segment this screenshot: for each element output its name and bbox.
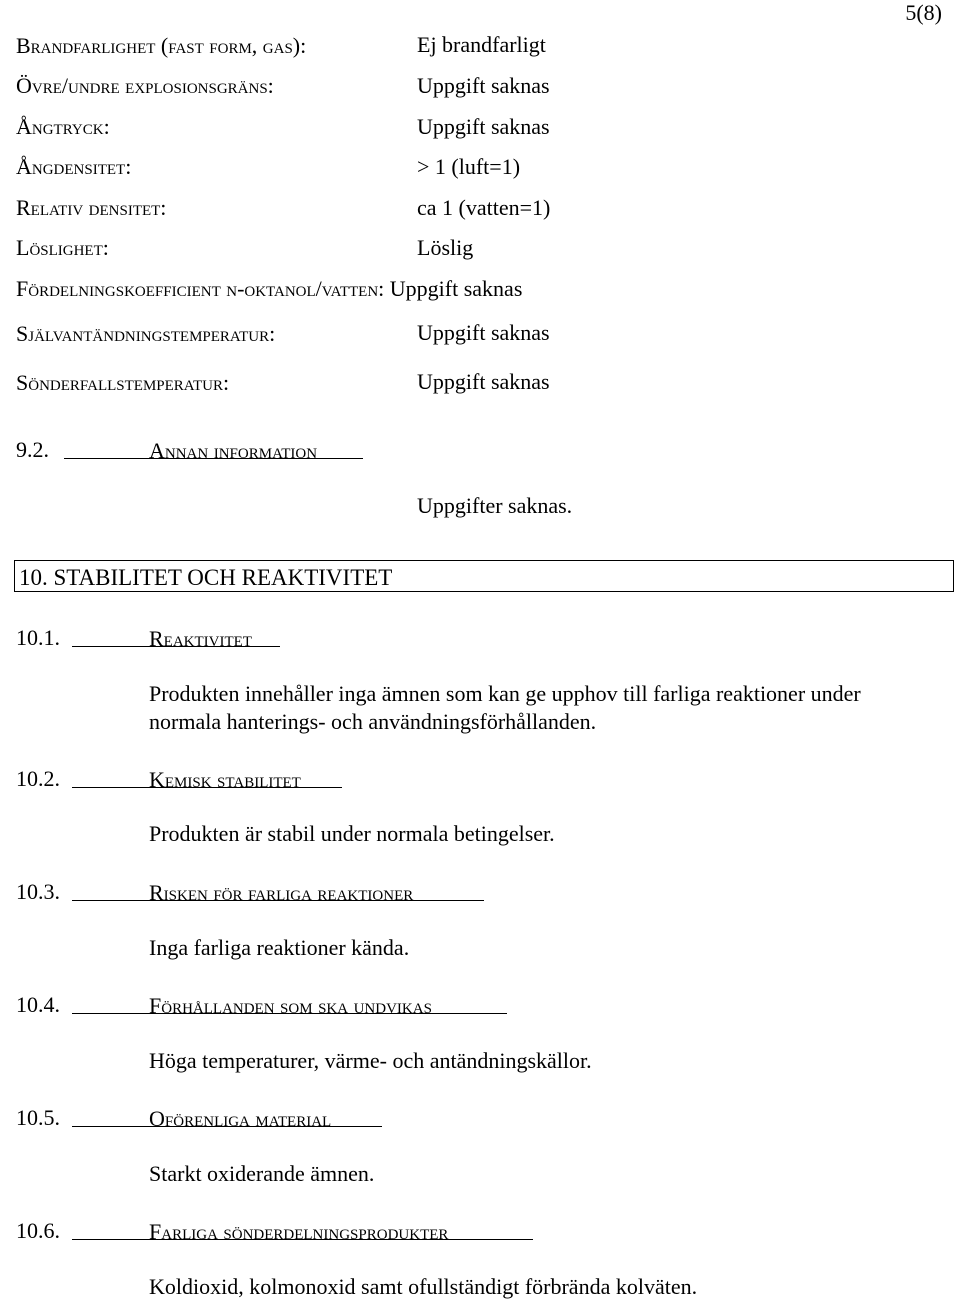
property-value: Uppgift saknas [417, 369, 550, 394]
property-label: Löslighet: [16, 235, 109, 260]
subsection-number: 10.4. [16, 992, 60, 1017]
subsection-title: Risken för farliga reaktioner [149, 880, 414, 905]
property-value: Uppgift saknas [417, 114, 550, 139]
subsection-text: Starkt oxiderande ämnen. [149, 1161, 375, 1186]
subsection-number: 10.1. [16, 625, 60, 650]
property-value: Uppgift saknas [389, 276, 523, 301]
section-heading-box [14, 560, 954, 592]
subsection-text-line: normala hanterings- och användningsförhållanden. [149, 709, 597, 734]
subsection-number: 10.6. [16, 1218, 60, 1243]
property-value: Uppgift saknas [417, 73, 550, 98]
subsection-title: Kemisk stabilitet [149, 767, 301, 792]
subsection-number: 9.2. [16, 437, 49, 462]
subsection-title: Oförenliga material [149, 1106, 332, 1131]
property-label: Brandfarlighet (fast form, gas): [16, 33, 307, 58]
property-row-inline [16, 278, 522, 300]
subsection-number: 10.5. [16, 1105, 60, 1130]
subsection-title: Förhållanden som ska undvikas [149, 993, 432, 1018]
property-label: Fördelningskoefficient n-oktanol/vatten: [16, 276, 385, 301]
subsection-title: Annan information [149, 438, 318, 463]
property-label: Övre/undre explosionsgräns: [16, 73, 274, 98]
subsection-text: Produkten är stabil under normala betingelser. [149, 821, 555, 846]
property-label: Relativ densitet: [16, 195, 167, 220]
subsection-title: Reaktivitet [149, 626, 252, 651]
property-value: Uppgift saknas [417, 320, 550, 345]
subsection-number: 10.3. [16, 879, 60, 904]
subsection-text: Koldioxid, kolmonoxid samt ofullständigt förbrända kolväten. [149, 1274, 698, 1299]
property-label: Ångtryck: [16, 114, 110, 139]
property-label: Ångdensitet: [16, 154, 132, 179]
property-value: Löslig [417, 235, 474, 260]
subsection-number: 10.2. [16, 766, 60, 791]
property-label: Sönderfallstemperatur: [16, 370, 230, 395]
subsection-text: Uppgifter saknas. [417, 493, 573, 518]
property-value: ca 1 (vatten=1) [417, 195, 551, 220]
subsection-text: Inga farliga reaktioner kända. [149, 935, 410, 960]
property-label: Självantändningstemperatur: [16, 321, 276, 346]
subsection-text-line: Produkten innehåller inga ämnen som kan ge upphov till farliga reaktioner under [149, 681, 861, 706]
property-value: > 1 (luft=1) [417, 154, 521, 179]
subsection-title: Farliga sönderdelningsprodukter [149, 1219, 449, 1244]
property-value: Ej brandfarligt [417, 32, 546, 57]
section-title: 10. STABILITET OCH REAKTIVITET [19, 565, 393, 590]
page-number: 5(8) [905, 0, 942, 25]
subsection-text: Höga temperaturer, värme- och antändningskällor. [149, 1048, 592, 1073]
